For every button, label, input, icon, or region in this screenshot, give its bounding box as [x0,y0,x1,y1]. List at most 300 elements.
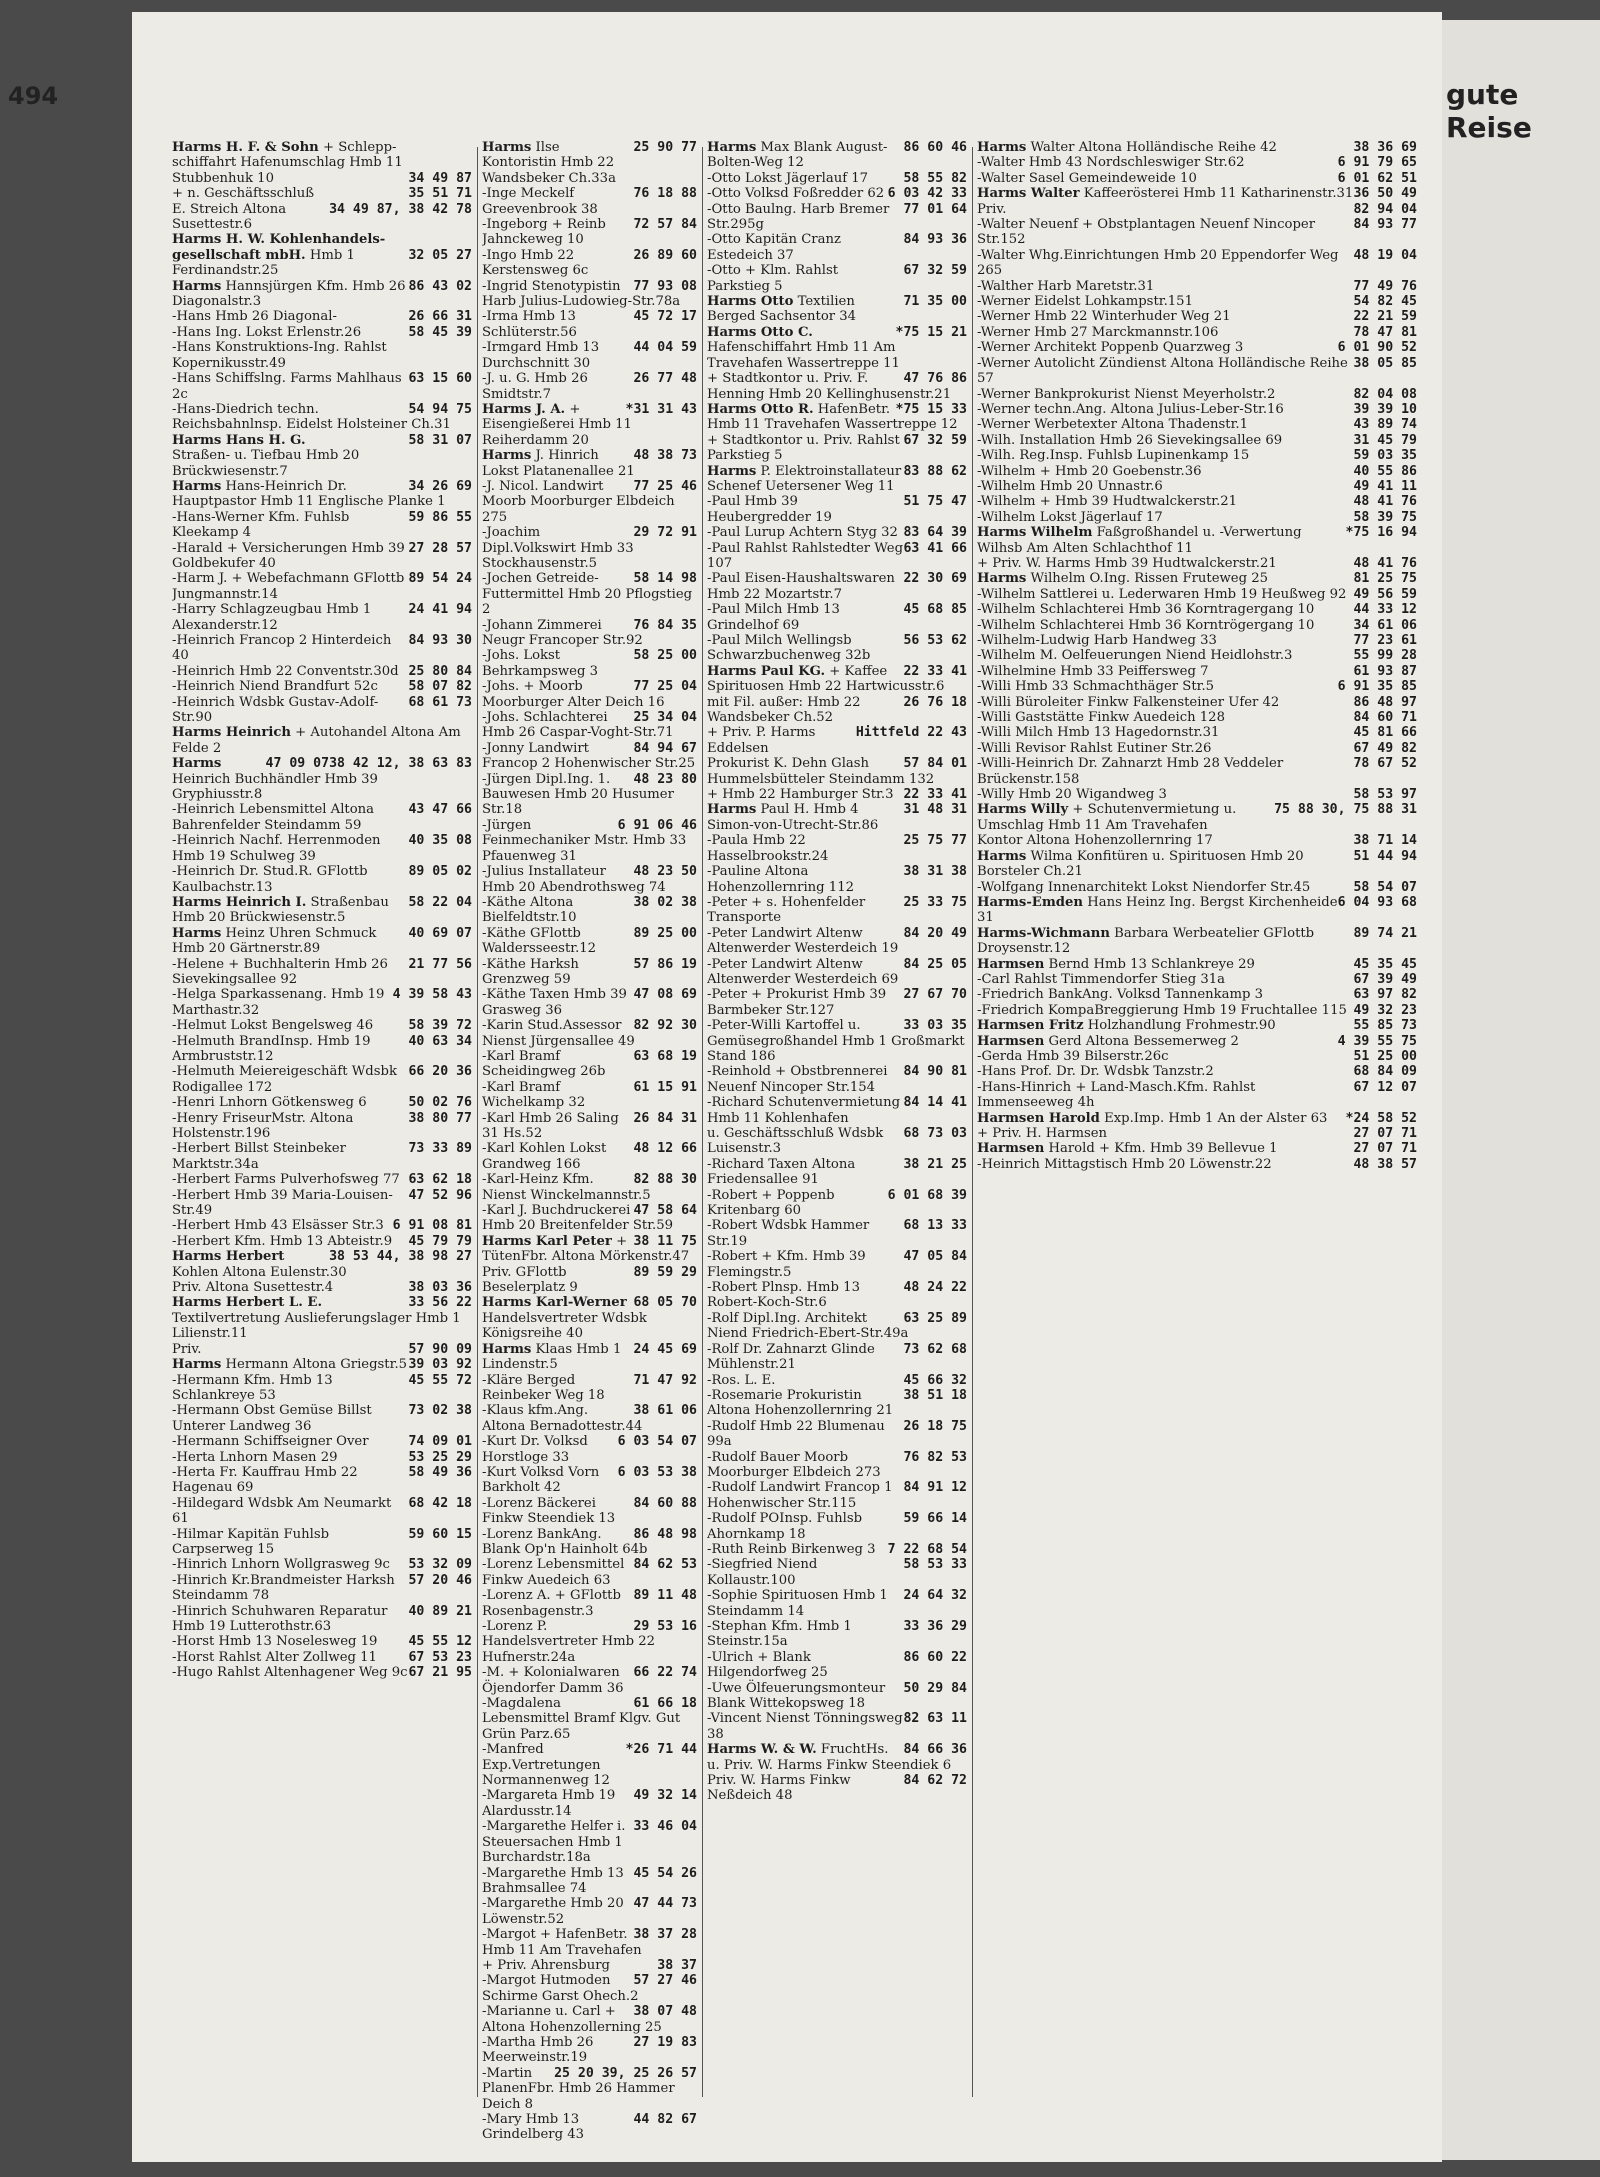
entry-details: -Otto + Klm. Rahlst Parkstieg 5 [707,263,839,294]
entry-details: -J. u. G. Hmb 26 Smidtstr.7 [482,371,588,402]
phone-number: 27 07 71 [1353,1126,1417,1141]
phone-number: 44 82 67 [633,2112,697,2127]
entry-details: -Karl Bramf Wichelkamp 32 [482,1079,586,1111]
entry-details: -Walther Harb Maretstr.31 [977,278,1155,294]
directory-entry [977,1034,1417,1049]
directory-entry [707,371,967,402]
entry-details: -Käthe Harksh Grenzweg 59 [482,956,579,987]
directory-entry [482,957,697,988]
entry-details: -Margarethe Helfer i. Steuersachen Hmb 1 Burchardstr.18a [482,1819,626,1866]
directory-entry [977,1126,1417,1141]
phone-number: 47 76 86 [903,371,967,387]
entry-details: + n. Geschäftsschluß [172,186,315,202]
phone-number: 83 88 62 [903,463,967,479]
phone-number: 26 84 31 [633,1110,697,1126]
directory-entry [977,571,1417,586]
entry-details: Faßgroßhandel u. -Verwertung Wilhsb Am Alten Schlachthof 11 [977,525,1302,556]
phone-number: 45 35 45 [1353,956,1417,972]
directory-entry [482,140,697,186]
entry-details: -Rudolf Bauer Moorb Moorburger Elbdeich 273 [707,1449,881,1480]
phone-number: 6 03 54 07 [617,1434,697,1450]
entry-details: -Wilh. Installation Hmb 26 Sievekingsallee 69 [977,432,1283,448]
entry-details: -Rudolf POInsp. Fuhlsb Ahornkamp 18 [707,1511,863,1542]
entry-name: Harms [707,802,757,818]
phone-number: 51 25 00 [1353,1048,1417,1064]
directory-entry [707,1681,967,1712]
directory-entry [977,202,1417,217]
entry-details: -Peter Landwirt Altenw Altenwerder Westerdeich 19 [707,925,899,957]
entry-details: -Klaus kfm.Ang. Altona Bernadottestr.44 [482,1403,643,1434]
phone-number: 58 45 39 [408,324,472,340]
entry-details: -Rudolf Landwirt Francop 1 Hohenwischer Str.115 [707,1480,893,1511]
entry-name: Harms J. A. [482,401,566,417]
page-number: 494 [8,82,59,110]
entry-details: -Werner techn.Ang. Altona Julius-Leber-Str.16 [977,401,1284,417]
entry-details: -Paul Milch Wellingsb Schwarzbuchenweg 32b [707,633,871,664]
phone-number: 66 22 74 [633,1665,697,1681]
entry-details: P. Elektroinstallateur Schenef Uetersener Weg 11 [707,463,902,494]
entry-details: -Harry Schlagzeugbau Hmb 1 Alexanderstr.12 [172,602,372,633]
entry-name: Harms [977,140,1027,155]
phone-number: 49 32 23 [1353,1002,1417,1018]
phone-number: 59 60 15 [408,1526,472,1542]
directory-entry [977,787,1417,802]
entry-details: -Helmuth BrandInsp. Hmb 19 Armbruststr.12 [172,1033,371,1064]
phone-number: 29 72 91 [633,525,697,541]
phone-number: 75 88 30, 75 88 31 [1274,802,1417,818]
directory-entry [707,140,967,171]
phone-number: 84 66 36 [903,1742,967,1758]
directory-entry [977,618,1417,633]
directory-entry [172,895,472,926]
directory-entry [172,1188,472,1219]
entry-details: -Herbert Billst Steinbeker Marktstr.34a [172,1141,346,1172]
phone-number: 63 41 66 [903,540,967,556]
directory-entry [977,417,1417,432]
entry-name: Harms [482,140,532,155]
phone-number: 48 12 66 [633,1141,697,1157]
entry-details: -Werner Bankprokurist Nienst Meyerholstr.2 [977,386,1276,402]
entry-details: -Carl Rahlst Timmendorfer Stieg 31a [977,971,1226,987]
phone-number: 63 25 89 [903,1310,967,1326]
entry-details: + Kaffee Spirituosen Hmb 22 Hartwicusstr.6 [707,663,945,695]
phone-number: 78 67 52 [1353,756,1417,772]
entry-details: -Wolfgang Innenarchitekt Lokst Niendorfer Str.45 [977,879,1311,895]
phone-number: 58 53 33 [903,1557,967,1573]
directory-entry [482,864,697,895]
phone-number: 84 62 72 [903,1773,967,1789]
phone-number: 61 66 18 [633,1696,697,1712]
directory-entry [707,1342,967,1373]
directory-entry [707,1018,967,1064]
entry-name: Harms [977,848,1027,864]
phone-number: 84 14 41 [903,1095,967,1111]
entry-details: Hermann Altona Griegstr.5 [225,1357,408,1373]
entry-name: Harms H. F. & Sohn [172,140,319,155]
directory-entry [482,1496,697,1527]
phone-number: 31 48 31 [903,802,967,818]
directory-entry [482,2004,697,2035]
entry-details: -Willi Milch Hmb 13 Hagedornstr.31 [977,725,1220,741]
directory-entry [707,1280,967,1311]
phone-number: 82 92 30 [633,1018,697,1034]
directory-entry [172,802,472,833]
directory-entry [172,325,472,340]
entry-name: Harms Heinrich [172,725,291,741]
directory-entry [977,479,1417,494]
entry-details: -Heinrich Francop 2 Hinterdeich 40 [172,633,392,664]
directory-entry [977,587,1417,602]
phone-number: 27 67 70 [903,987,967,1003]
phone-number: 47 05 84 [903,1249,967,1265]
entry-details: -Harm J. + Webefachmann GFlottb Jungmannstr.14 [172,571,405,602]
directory-entry [482,1403,697,1434]
entry-name: Harms Karl Peter [482,1233,612,1249]
entry-details: -Heinrich Nachf. Herrenmoden Hmb 19 Schulweg 39 [172,833,381,864]
entry-details: -Peter + s. Hohenfelder Transporte [707,894,866,926]
entry-details: -Ingrid Stenotypistin Harb Julius-Ludowieg-Str.78a [482,278,681,310]
entry-details: -Lorenz A. + GFlottb Rosenbagenstr.3 [482,1588,621,1619]
phone-number: 77 49 76 [1353,278,1417,294]
entry-details: -Hugo Rahlst Altenhagener Weg 9c [172,1665,408,1681]
directory-entry [482,279,697,310]
directory-entry [977,633,1417,648]
entry-details: -Heinrich Wdsbk Gustav-Adolf-Str.90 [172,694,379,726]
directory-entry [707,1373,967,1388]
entry-details: -Walter Whg.Einrichtungen Hmb 20 Eppendorfer Weg 265 [977,247,1339,279]
entry-details: -Siegfried Niend Kollaustr.100 [707,1557,818,1588]
entry-name: Harms Heinrich I. [172,894,307,910]
directory-entry [482,1927,697,1958]
directory-entry [482,710,697,741]
entry-details: Textilien Berged Sachsentor 34 [707,294,857,325]
directory-entry [172,309,472,324]
directory-entry [482,1588,697,1619]
entry-details: -Willi-Heinrich Dr. Zahnarzt Hmb 28 Veddeler Brückenstr.158 [977,756,1284,787]
entry-details: -Horst Hmb 13 Noselesweg 19 [172,1634,378,1650]
entry-details: -Werner Autolicht Zündienst Altona Holländische Reihe 57 [977,355,1348,387]
directory-entry [172,155,472,170]
phone-number: 58 22 04 [408,894,472,910]
phone-number: 51 44 94 [1353,848,1417,864]
entry-details: Prokurist K. Dehn Glash Hummelsbütteler Steindamm 132 [707,756,935,787]
entry-details: Hannsjürgen Kfm. Hmb 26 Diagonalstr.3 [172,278,406,310]
directory-entry [707,294,967,325]
entry-details: -Ros. L. E. [707,1372,776,1388]
directory-entry [977,648,1417,663]
directory-entry [977,1003,1417,1018]
directory-entry [482,1665,697,1696]
directory-entry [707,325,967,371]
entry-details: Straßenbau Hmb 20 Brückwiesenstr.5 [172,894,389,926]
phone-number: 26 18 75 [903,1418,967,1434]
entry-details: -Reinhold + Obstbrennerei Neuenf Nincoper Str.154 [707,1064,888,1095]
phone-number: 84 94 67 [633,740,697,756]
directory-entry [977,510,1417,525]
phone-number: 89 11 48 [633,1588,697,1604]
phone-number: 6 91 79 65 [1337,155,1417,171]
directory-entry [482,1465,697,1496]
entry-details: -Otto Kapitän Cranz Estedeich 37 [707,232,841,263]
adjacent-page-edge [1442,20,1600,2160]
phone-number: 26 76 18 [903,694,967,710]
directory-entry [172,510,472,541]
entry-details: -Sophie Spirituosen Hmb 1 Steindamm 14 [707,1588,888,1619]
entry-details: -Werner Hmb 27 Marckmannstr.106 [977,324,1219,340]
entry-details: -Otto Baulng. Harb Bremer Str.295g [707,201,890,233]
directory-entry [172,1527,472,1558]
entry-details: Handelsvertreter Wdsbk Königsreihe 40 [482,1310,647,1342]
directory-entry [977,356,1417,387]
directory-entry [707,1711,967,1742]
entry-details: -Paula Hmb 22 Hasselbrookstr.24 [707,833,829,864]
phone-number: 49 56 59 [1353,586,1417,602]
entry-details: -Hinrich Kr.Brandmeister Harksh Steindamm 78 [172,1572,395,1604]
directory-entry [482,525,697,571]
entry-details: + Stadtkontor u. Priv. F. Henning Hmb 20 Kellinghusenstr.21 [707,371,952,402]
directory-entry [707,633,967,664]
entry-details: -Wilhelm Hmb 20 Unnastr.6 [977,478,1163,494]
phone-number: 38 21 25 [903,1156,967,1172]
directory-entry [707,1588,967,1619]
directory-entry [172,171,472,186]
phone-number: 34 26 69 [408,478,472,494]
directory-entry [977,695,1417,710]
entry-details: -Käthe Altona Bielfeldtstr.10 [482,894,577,926]
entry-details: -Horst Rahlst Alter Zollweg 11 [172,1649,377,1665]
entry-details: -Johs. Lokst Behrkampsweg 3 [482,648,598,679]
entry-details: -Inge Meckelf Greevenbrook 38 [482,186,598,217]
entry-details: -Margot Hutmoden Schirme Garst Ohech.2 [482,1973,639,2004]
phone-number: 25 80 84 [408,663,472,679]
directory-entry [707,1388,967,1419]
entry-details: Kohlen Altona Eulenstr.30 [172,1264,347,1280]
entry-details: -Karl Hmb 26 Saling 31 Hs.52 [482,1110,619,1141]
directory-entry [482,1958,697,1973]
phone-number: 45 72 17 [633,309,697,325]
directory-entry [482,618,697,649]
directory-entry [977,833,1417,848]
directory-entry [482,1342,697,1373]
entry-details: -Gerda Hmb 39 Bilserstr.26c [977,1048,1169,1064]
directory-entry [707,433,967,464]
phone-number: 86 43 02 [408,278,472,294]
entry-details: -Paul Eisen-Haushaltswaren Hmb 22 Mozartstr.7 [707,571,895,602]
phone-number: 33 56 22 [408,1295,472,1311]
directory-entry [172,448,472,479]
entry-details: -Rolf Dr. Zahnarzt Glinde Mühlenstr.21 [707,1341,875,1373]
entry-name: Harms Karl-Werner [482,1295,627,1311]
phone-number: 63 68 19 [633,1048,697,1064]
directory-entry [482,679,697,710]
entry-details: Holzhandlung Frohmestr.90 [1087,1018,1276,1034]
directory-column-1 [172,140,472,2150]
phone-number: 58 14 98 [633,571,697,587]
phone-number: 43 89 74 [1353,417,1417,433]
phone-number: 61 93 87 [1353,663,1417,679]
entry-details: -Martin PlanenFbr. Hmb 26 Hammer Deich 8 [482,2065,675,2112]
phone-number: 47 09 07 [265,756,330,772]
entry-details: Gerd Altona Bessemerweg 2 [1048,1033,1239,1049]
phone-number: 38 31 38 [903,864,967,880]
entry-details: Klaas Hmb 1 Lindenstr.5 [482,1341,622,1373]
entry-details: -Heinrich Hmb 22 Conventstr.30d [172,663,399,679]
directory-entry [482,1111,697,1142]
directory-entry [977,1049,1417,1064]
phone-number: 29 53 16 [633,1619,697,1634]
entry-name: Harms [172,478,222,494]
phone-number: 25 33 75 [903,894,967,910]
entry-details: -Hinrich Lnhorn Wollgrasweg 9c [172,1557,390,1573]
entry-details: -Paul Milch Hmb 13 Grindelhof 69 [707,602,840,633]
entry-name: Harms Herbert [172,1249,285,1265]
directory-entry [977,895,1417,926]
phone-number: 38 02 38 [633,894,697,910]
phone-number: 49 41 11 [1353,478,1417,494]
phone-number: 40 63 34 [408,1033,472,1049]
entry-name: Harms H. W. Kohlenhandels- [172,232,386,248]
directory-entry [172,1465,472,1496]
entry-name: Harms [707,140,757,155]
directory-entry [482,479,697,525]
entry-name: Harms Wilhelm [977,525,1093,541]
directory-entry [172,1357,472,1372]
entry-details: Walter Altona Holländische Reihe 42 [1030,140,1277,155]
phone-number: 21 77 56 [408,956,472,972]
phone-number: 31 45 79 [1353,432,1417,448]
entry-details: -Johs. + Moorb Moorburger Alter Deich 16 [482,679,665,710]
entry-details: -Kurt Dr. Volksd Horstloge 33 [482,1434,588,1465]
phone-number: 4 39 55 75 [1337,1033,1417,1049]
entry-name: Harms-Wichmann [977,925,1110,941]
phone-number: 47 44 73 [633,1896,697,1912]
entry-details: + Eisengießerei Hmb 11 Reiherdamm 20 [482,401,632,448]
entry-name: Harms [172,278,222,294]
directory-entry [977,464,1417,479]
entry-details: FruchtHs. u. Priv. W. Harms Finkw Steendiek 6 [707,1742,952,1773]
directory-entry [977,1157,1417,1172]
entry-details: -Peter-Willi Kartoffel u. Gemüsegroßhandel Hmb 1 Großmarkt Stand 186 [707,1018,965,1064]
entry-details: + Priv. P. Harms Eddelsen [707,725,816,756]
directory-entry [482,2066,697,2112]
phone-number: 68 61 73 [408,694,472,710]
entry-name: Harms Hans H. G. [172,432,306,448]
directory-entry [172,1557,472,1572]
directory-entry [482,1265,697,1296]
entry-details: -Hans-Hinrich + Land-Masch.Kfm. Rahlst Immenseeweg 4h [977,1079,1256,1111]
phone-number: 40 69 07 [408,925,472,941]
entry-details: Hans Heinz Ing. Bergst Kirchenheide 31 [977,894,1338,926]
entry-details: -Hilmar Kapitän Fuhlsb Carpserweg 15 [172,1526,330,1557]
phone-number: 55 99 28 [1353,648,1417,664]
entry-details: -Lorenz P. Handelsvertreter Hmb 22 Hufnerstr.24a [482,1619,656,1665]
directory-entry [707,725,967,756]
directory-entry [482,1295,697,1341]
directory-entry [172,664,472,679]
entry-details: + Priv. W. Harms Hmb 39 Hudtwalckerstr.21 [977,555,1277,571]
entry-details: -Wilhelmine Hmb 33 Peiffersweg 7 [977,663,1209,679]
entry-details: -Herta Lnhorn Masen 29 [172,1449,338,1465]
phone-number: 53 32 09 [408,1557,472,1573]
directory-entry [482,371,697,402]
phone-number: 55 85 73 [1353,1018,1417,1034]
phone-number: 78 47 81 [1353,324,1417,340]
phone-number: 36 50 49 [1353,186,1417,202]
entry-details: -Paul Rahlst Rahlstedter Weg 107 [707,540,904,571]
phone-number: *24 58 52 [1345,1110,1417,1126]
phone-number: 48 41 76 [1353,555,1417,571]
directory-entry [172,1095,472,1110]
entry-details: -Karl J. Buchdruckerei Hmb 20 Breitenfelder Str.59 [482,1203,674,1234]
directory-entry [977,1080,1417,1111]
phone-number: 53 25 29 [408,1449,472,1465]
phone-number: *75 16 94 [1345,525,1417,541]
directory-entry [172,279,472,310]
column-divider [477,147,478,2097]
phone-number: 76 82 53 [903,1449,967,1465]
phone-number: 40 89 21 [408,1603,472,1619]
directory-entry [977,1141,1417,1156]
entry-name: Harms Otto R. [707,401,814,417]
phone-number: 47 58 64 [633,1203,697,1219]
directory-entry [172,433,472,448]
entry-details: -Peter + Prokurist Hmb 39 Barmbeker Str.127 [707,987,887,1018]
directory-entry [172,957,472,988]
entry-details: -Kläre Berged Reinbeker Weg 18 [482,1372,605,1403]
directory-entry [172,1111,472,1142]
directory-entry [707,1249,967,1280]
phone-number: 6 04 93 68 [1337,894,1417,910]
phone-number: 83 64 39 [903,525,967,541]
entry-details: -Hinrich Schuhwaren Reparatur Hmb 19 Lutterothstr.63 [172,1603,388,1634]
phone-number: 45 66 32 [903,1372,967,1388]
phone-number: 66 20 36 [408,1064,472,1080]
directory-entry [707,1480,967,1511]
phone-number: 67 32 59 [903,263,967,279]
directory-entry [172,1634,472,1649]
directory-entry [977,448,1417,463]
phone-number: 32 05 27 [408,247,472,263]
phone-number: 45 81 66 [1353,725,1417,741]
entry-details: Priv. W. Harms Finkw Neßdeich 48 [707,1773,851,1804]
entry-details: + Schlepp- [322,140,397,155]
directory-entry [172,926,472,957]
phone-number: 48 38 57 [1353,1156,1417,1172]
phone-number: 45 79 79 [408,1233,472,1249]
entry-details: -Jonny Landwirt Francop 2 Hohenwischer Str.25 [482,740,696,772]
entry-details: -Hans-Werner Kfm. Fuhlsb Kleekamp 4 [172,509,350,541]
directory-entry [977,679,1417,694]
phone-number: 84 93 30 [408,633,472,648]
entry-details: -Wilhelm-Ludwig Harb Handweg 33 [977,633,1217,648]
directory-entry [482,1172,697,1203]
directory-entry [482,1896,697,1927]
phone-number: 82 94 04 [1353,201,1417,217]
phone-number: 58 07 82 [408,679,472,695]
directory-entry [977,602,1417,617]
entry-details: -Helga Sparkassenang. Hmb 19 Marthastr.32 [172,987,385,1018]
phone-number: 57 86 19 [633,956,697,972]
directory-entry [172,1141,472,1172]
entry-details: -Helmut Lokst Bengelsweg 46 [172,1018,374,1034]
directory-entry [172,833,472,864]
entry-details: + Hmb 22 Hamburger Str.3 [707,787,894,803]
directory-entry [172,864,472,895]
directory-entry [482,1141,697,1172]
entry-details: -Friedrich KompaBreggierung Hmb 19 Fruchtallee 115 [977,1002,1347,1018]
entry-details: -Hans Prof. Dr. Dr. Wdsbk Tanzstr.2 [977,1064,1214,1080]
phone-number: 84 25 05 [903,956,967,972]
